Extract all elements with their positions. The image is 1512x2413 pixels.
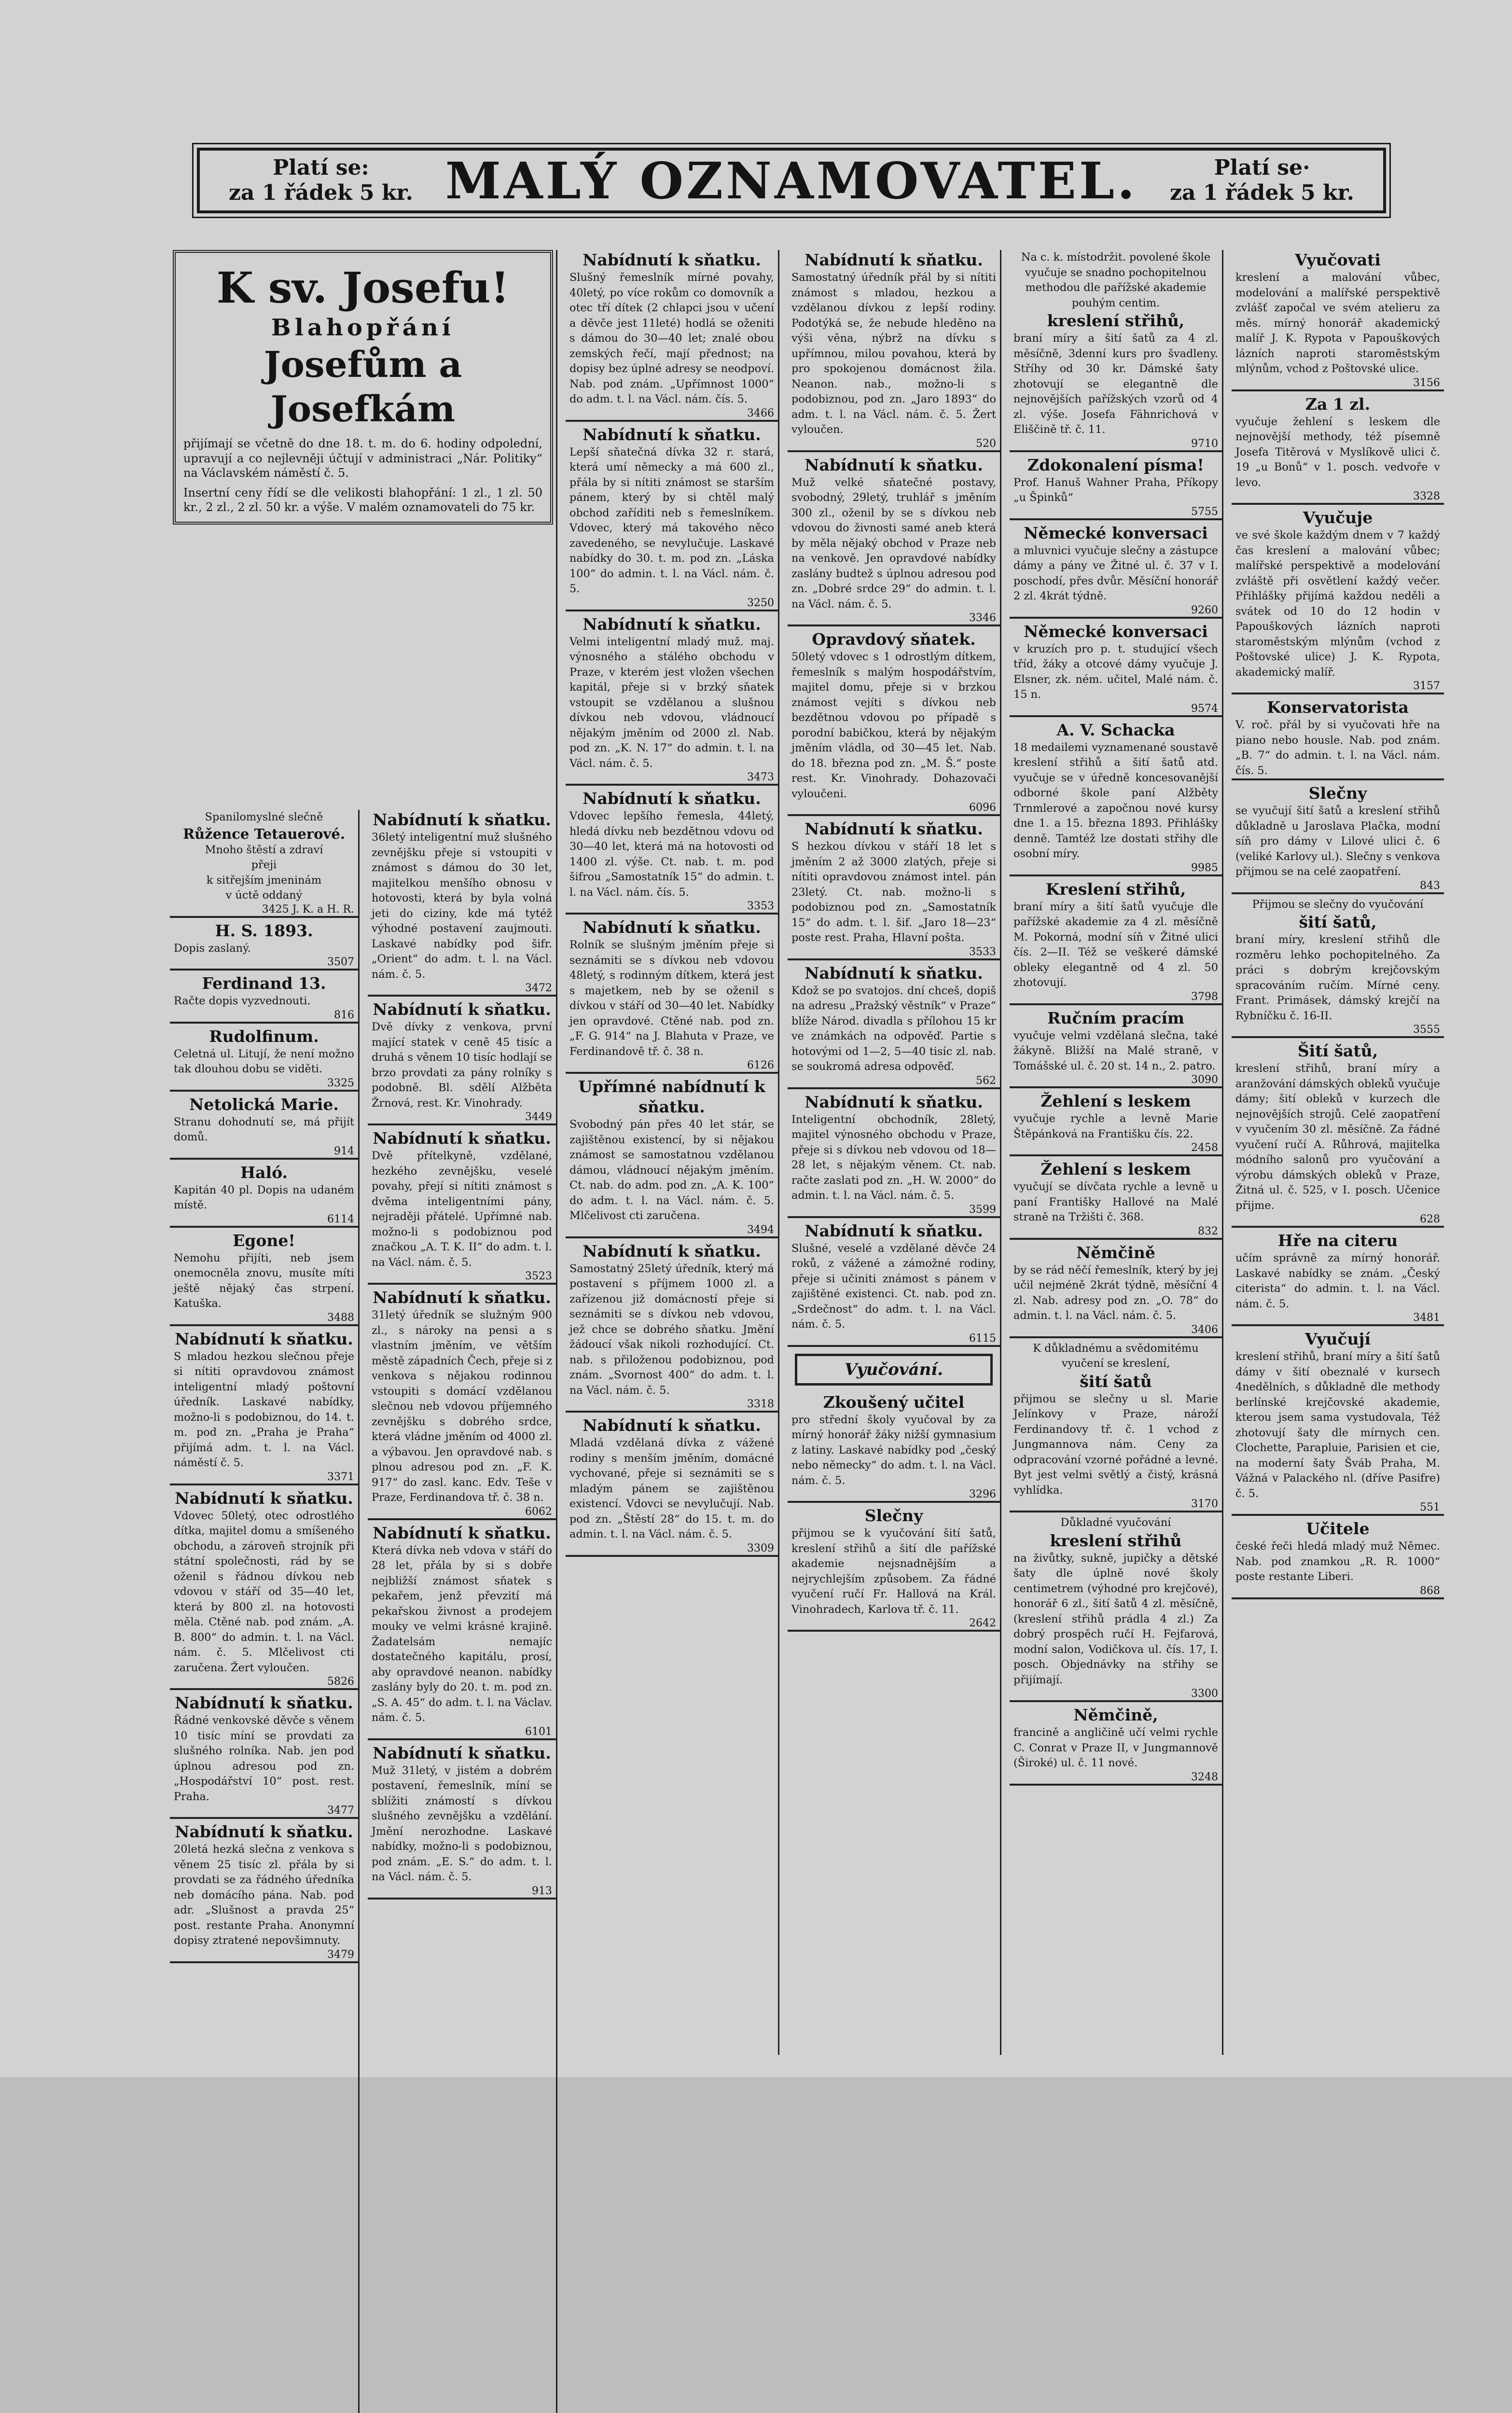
ad-heading: Kreslení střihů, xyxy=(1045,879,1186,899)
classified-ad xyxy=(1232,508,1444,694)
ad-line: v úctě oddaný xyxy=(225,889,303,901)
classified-ad xyxy=(170,973,358,1024)
ad-text: Nemohu přijíti, neb jsem onemocněla znovu, musíte míti ještě nějaký čas strpení. Katuška. xyxy=(174,1251,354,1310)
classified-ad xyxy=(170,1026,358,1092)
classified-ad xyxy=(1232,897,1444,1039)
ad-text: Lepší sňatečná dívka 32 r. stará, která umí německy a má 600 zl., přála by si nítiti známost se starším pánem, který by si chtěl malý obchod zaříditi neb s řemeslníkem. Vdovec, který má takového něco zavedeného, se nevylučuje. Laskavé nabídky do 30. t. m. pod zn. „Láska 100“ do admin. t. l. na Václ. nám. č. 5. xyxy=(569,445,774,595)
ad-number: 9260 xyxy=(1191,604,1218,616)
ad-heading: Nabídnutí k sňatku. xyxy=(373,1288,551,1307)
ad-number: 3325 xyxy=(327,1077,354,1089)
ad-line: Spanilomyslné slečně xyxy=(205,811,323,823)
ad-heading: Nabídnutí k sňatku. xyxy=(373,1523,551,1542)
feature-text: přijímají se včetně do dne 18. t. m. do 6. hodiny odpolední, upravují a co nejlevněji účtují v administraci „Nár. Politiky“ na Václavském náměstí č. 5. xyxy=(183,437,542,480)
classified-ad xyxy=(788,1392,1000,1503)
classified-ad xyxy=(368,810,556,997)
feature-subtitle: Blahopřání xyxy=(271,314,455,341)
classified-ad xyxy=(368,1523,556,1740)
ad-number: 9710 xyxy=(1191,437,1218,450)
ad-text: Samostatný úředník přál by si nítiti známost s mladou, hezkou a vzdělanou dívkou z lepší rodiny. Podotýká se, že nebude hleděno na výši věna, nýbrž na dívku s upřímnou, milou povahou, která by pro spokojenou domácnost žila. Neanon. nab., možno-li s podobiznou, pod zn. „Jaro 1893“ do adm. t. l. na Václ. nám. č. 5. Žert vyloučen. xyxy=(791,271,996,436)
ad-heading: H. S. 1893. xyxy=(215,921,313,940)
ad-text: se vyučují šití šatů a kreslení střihů důkladně u Jaroslava Plačka, modní síň pro dámy v Lilové ulici č. 6 (veliké Karlovy ul.). Slečny s venkova přijmou se na celé zaopatření. xyxy=(1235,804,1440,878)
classified-ad xyxy=(566,614,778,786)
ad-text: pro střední školy vyučoval by za mírný honorář žáky nižší gymnasium z latiny. Laskavé nabídky pod „český nebo německy“ do adm. t. l. na Václ. nám. č. 5. xyxy=(791,1413,996,1487)
ad-heading: Nabídnutí k sňatku. xyxy=(583,250,761,269)
ad-heading: Nabídnutí k sňatku. xyxy=(175,1488,353,1508)
ad-heading: Nabídnutí k sňatku. xyxy=(583,1241,761,1261)
ad-number: 3555 xyxy=(1413,1024,1440,1036)
ad-number: 3466 xyxy=(747,407,774,419)
column-4 xyxy=(788,250,1001,2055)
ad-intro: K důkladnému a svědomitému vyučení se kreslení, xyxy=(1033,1342,1199,1370)
ad-heading: Němčině xyxy=(1076,1243,1155,1262)
classified-ad xyxy=(1010,1159,1222,1240)
ad-heading: Netolická Marie. xyxy=(189,1095,339,1114)
ad-heading: Nabídnutí k sňatku. xyxy=(805,1221,983,1240)
ad-heading: Opravdový sňatek. xyxy=(812,630,976,649)
ad-text: kreslení střihů, braní míry a aranžování dámských obleků vyučuje dámy; šití obleků v kurzech dle nejnovějších strojů. Celé zaopatření v vyučením 30 zl. měsíčně. Za řádné vyučení ručí A. Růhrová, majitelka módního salonů pro vyučování a výrobu dámských obleků v Praze, Žitná ul. č. 525, v I. posch. Učenice přijme. xyxy=(1235,1062,1440,1212)
ad-intro: Důkladné vyučování xyxy=(1060,1516,1171,1529)
ad-number: 3449 xyxy=(525,1111,552,1123)
ad-heading: A. V. Schacka xyxy=(1056,720,1175,739)
ad-text: Vdovec lepšího řemesla, 44letý, hledá dívku neb bezdětnou vdovu od 30—40 let, která má na hotovosti od 1400 zl. výše. Ct. nab. t. m. pod šifrou „Samostatník 15“ do admin. t. l. na Václ. nám. čís. 5. xyxy=(569,810,774,899)
classified-ad xyxy=(170,1488,358,1691)
ad-heading: Nabídnutí k sňatku. xyxy=(175,1693,353,1712)
ad-text: Kdož se po svatojos. dní chceš, dopiš na adresu „Pražský věstník“ v Praze“ blíže Národ. divadla s přílohou 15 kr ve známkách na odpověď. Partie s hotovými od 1—2, 5—40 tisíc zl. nab. se soukromá adresa odpověď. xyxy=(791,984,996,1073)
classified-ad xyxy=(1010,455,1222,520)
classified-ad xyxy=(566,917,778,1074)
ad-number: 3318 xyxy=(747,1398,774,1410)
ad-heading: Nabídnutí k sňatku. xyxy=(583,918,761,937)
rate-right-line: Platí se· xyxy=(1214,155,1310,180)
classified-ad xyxy=(368,999,556,1125)
ad-heading: Šití šatů, xyxy=(1297,1041,1378,1060)
ad-heading: Nabídnutí k sňatku. xyxy=(373,810,551,829)
ad-number: 3248 xyxy=(1191,1771,1218,1783)
ad-text: učím správně za mírný honorář. Laskavé nabídky se znám. „Český citerista“ do admin. t. l. na Václ. nám. č. 5. xyxy=(1235,1252,1440,1310)
columns xyxy=(170,250,1440,2060)
ad-text: 18 medailemi vyznamenané soustavě kreslení střihů a šití šatů atd. vyučuje se v úředně koncesovanější odborné škole paní Alžběty Trnmlerové a započnou nové kursy dne 1. a 15. března 1893. Přihlášky denně. Tamtéž lze dostati střihy dle osobní míry. xyxy=(1013,741,1218,860)
ad-text: braní míry, kreslení střihů dle rozměru lehko pochopitelného. Za práci s dobrým krejčovským spracováním ručím. Mírné ceny. Frant. Primásek, dámský krejčí na Rybníčku č. 16-II. xyxy=(1235,933,1440,1022)
ad-heading: Nabídnutí k sňatku. xyxy=(805,250,983,269)
ad-number: 5826 xyxy=(327,1676,354,1688)
ad-text: a mluvnici vyučuje slečny a zástupce dámy a pány ve Žitné ul. č. 37 v I. poschodí, přes dvůr. Měsíční honorář 2 zl. 4krát týdně. xyxy=(1013,544,1218,602)
ad-heading: Žehlení s leskem xyxy=(1040,1160,1191,1179)
classified-ad xyxy=(1010,250,1222,452)
ad-number: 3309 xyxy=(747,1542,774,1554)
ad-text: braní míry a šití šatů vyučuje dle pařížské akademie za 4 zl. měsíčně M. Pokorná, modní síň v Žitné ulici čís. 2—II. Též se veškeré dámské obleky elegantně od 4 zl. 50 zhotovují. xyxy=(1013,900,1218,989)
ad-text: přijmou se slečny u sl. Marie Jelínkovy v Praze, nároží Ferdinandovy tř. č. 1 vchod z Jungmannova nám. Ceny za odpracování vzorné pořádné a levné. Byt jest velmi světlý a čistý, krásná vyhlídka. xyxy=(1013,1392,1218,1497)
classified-ad xyxy=(170,1329,358,1485)
classified-ad xyxy=(1010,1243,1222,1338)
feature-title: K sv. Josefu! xyxy=(216,263,510,313)
ad-number: 914 xyxy=(334,1145,354,1157)
ad-number: 868 xyxy=(1420,1584,1440,1597)
rate-left xyxy=(229,155,413,206)
ad-number: 2642 xyxy=(969,1617,996,1629)
classified-ad xyxy=(788,629,1000,816)
classified-ad xyxy=(170,1095,358,1160)
ad-heading: Němčině, xyxy=(1073,1706,1158,1724)
ad-heading: Nabídnutí k sňatku. xyxy=(805,1092,983,1111)
classified-ad xyxy=(368,1288,556,1520)
ad-heading: Upřímné nabídnutí k sňatku. xyxy=(578,1077,765,1116)
ad-text: vyučují se dívčata rychle a levně u paní Františky Hallové na Malé straně na Tržišti č. 368. xyxy=(1013,1180,1218,1223)
ad-heading: Hře na citeru xyxy=(1277,1231,1398,1250)
ad-number: 3346 xyxy=(969,612,996,624)
ad-number: 6101 xyxy=(525,1725,552,1738)
column-2 xyxy=(368,810,557,2413)
classified-ad xyxy=(1232,1231,1444,1326)
ad-heading: šití šatů, xyxy=(1299,913,1377,931)
ad-text: Mladá vzdělaná dívka z vážené rodiny s menším jměním, domácné vychované, přeje si seznámiti se s mladým pánem se zajištěnou existencí. Vdovci se nevylučují. Nab. pod zn. „Štěstí 28“ do 15. t. m. do admin. t. l. na Václ. nám. č. 5. xyxy=(569,1437,774,1540)
ad-heading: Nabídnutí k sňatku. xyxy=(373,1129,551,1148)
classified-ad xyxy=(1010,1515,1222,1702)
feature-note: Insertní ceny řídí se dle velikosti blahopřání: 1 zl., 1 zl. 50 kr., 2 zl., 2 zl. 50 kr. a výše. V malém oznamovateli do 75 kr. xyxy=(183,485,542,514)
ad-text: Muž 31letý, v jistém a dobrém postavení, řemeslník, míní se sblížiti známostí s dívkou slušného zevnějšku a vzdělání. Jmění nerozhodne. Laskavé nabídky, možno-li s podobiznou, pod znám. „E. S.“ do adm. t. l. na Václ. nám. č. 5. xyxy=(372,1764,552,1883)
column-6 xyxy=(1232,250,1444,2055)
ad-heading: Nabídnutí k sňatku. xyxy=(583,1416,761,1435)
column-1 xyxy=(170,810,360,2413)
ad-heading: kreslení střihů, xyxy=(1047,311,1185,330)
ad-text: S mladou hezkou slečnou přeje si nítiti opravdovou známost inteligentní mladý poštovní úředník. Laskavé nabídky, možno-li s podobiznou, do 14. t. m. pod zn. „Praha je Praha“ přijímá adm. t. l. na Václ. náměstí č. 5. xyxy=(174,1350,354,1469)
ad-text: Řádné venkovské děvče s věnem 10 tisíc míní se provdati za slušného rolníka. Nab. jen pod úplnou adresou pod zn. „Hospodářství 10“ post. rest. Praha. xyxy=(174,1714,354,1803)
classified-ad xyxy=(170,921,358,971)
ad-number: 3250 xyxy=(747,596,774,609)
ad-text: francině a angličině učí velmi rychle C. Conrat v Praze II, v Jungmannově (Široké) ul. č. 11 nové. xyxy=(1013,1726,1218,1769)
ad-heading: Nabídnutí k sňatku. xyxy=(175,1822,353,1841)
ad-number: 3798 xyxy=(1191,990,1218,1003)
ad-line: k sitřejším jmeninám xyxy=(206,874,322,887)
classified-ad xyxy=(170,1163,358,1228)
section-tag: Vyučování. xyxy=(795,1354,993,1386)
ad-number: 3296 xyxy=(969,1488,996,1500)
classified-ad xyxy=(1010,1091,1222,1156)
ad-text: vyučuje žehlení s leskem dle nejnovější methody, též písemně Josefa Titěrová v Myslíkově ulici č. 19 „u Bonů“ v 1. posch. vedvoře v levo. xyxy=(1235,415,1440,489)
ad-number: 3533 xyxy=(969,945,996,958)
classified-ad xyxy=(1232,783,1444,894)
ad-heading: Vyučují xyxy=(1305,1330,1371,1348)
ad-number: 3156 xyxy=(1413,376,1440,389)
page-frame xyxy=(145,129,1440,2058)
classified-ad xyxy=(368,1128,556,1285)
ad-heading: Německé konversaci xyxy=(1024,622,1208,641)
page-title: MALÝ OZNAMOVATEL. xyxy=(445,151,1138,210)
ad-number: 3425 J. K. a H. R. xyxy=(262,903,354,915)
ad-text: 20letá hezká slečna z venkova s věnem 25 tisíc zl. přála by si provdati se za řádného úředníka neb domácího pána. Nab. pod adr. „Slušnost a pravda 25“ post. restante Praha. Anonymní dopisy ztratené nepovšimnuty. xyxy=(174,1843,354,1947)
ad-text: přijmou se k vyučování šití šatů, kreslení střihů a šití dle pařížské akademie nejsnadnějším a nejrychlejším způsobem. Za řádné vyučení ručí Fr. Hallová na Král. Vinohradech, Karlova tř. č. 11. xyxy=(791,1527,996,1616)
classified-ad xyxy=(788,455,1000,627)
ad-text: Slušné, veselé a vzdělané děvče 24 roků, z vážené a zámožné rodiny, přeje si učiniti známost s pánem v zajištěné existenci. Ct. nab. pod zn. „Srdečnost“ do adm. t. l. na Václ. nám. č. 5. xyxy=(791,1242,996,1331)
ad-text: V. roč. přál by si vyučovati hře na piano nebo housle. Nab. pod znám. „B. 7“ do admin. t. l. na Václ. nám. čís. 5. xyxy=(1235,719,1440,777)
classified-ad xyxy=(1010,879,1222,1005)
ad-number: 3300 xyxy=(1191,1688,1218,1700)
ad-text: v kruzích pro p. t. studující všech tříd, žáky a otcové dámy vyučuje J. Elsner, zk. ném. učitel, Malé nám. č. 15 n. xyxy=(1013,642,1218,701)
classified-ad xyxy=(1232,1041,1444,1228)
ad-text: 31letý úředník se služným 900 zl., s nároky na pensi a s vlastním jměním, ve větším městě západních Čech, přeje si z venkova s nějakou rodinnou vstoupiti s domácí vzdělanou slečnou neb vdovou příjemného zevnějšku s dobrého srdce, která vládne jměním od 4000 zl. a výbavou. Jen opravdové nab. s plnou adresou pod zn. „F. K. 917“ do zasl. kanc. Edv. Teše v Praze, Ferdinandova tř. č. 38 n. xyxy=(372,1309,552,1504)
rate-left-line: za 1 řádek 5 kr. xyxy=(229,180,413,205)
ad-text: Dvě přítelkyně, vzdělané, hezkého zevnějšku, veselé povahy, přejí si nítiti známost s dvěma inteligentními pány, nejraději přátelé. Upřímné nab. možno-li s podobiznou pod značkou „A. T. K. II“ do adm. t. l. na Václ. nám. č. 5. xyxy=(372,1150,552,1269)
classified-ad xyxy=(566,1415,778,1557)
ad-number: 520 xyxy=(976,437,996,450)
ad-number: 6126 xyxy=(747,1059,774,1071)
ad-number: 3494 xyxy=(747,1223,774,1236)
ad-number: 9985 xyxy=(1191,861,1218,874)
classified-ad xyxy=(566,1077,778,1238)
classified-ad xyxy=(1010,523,1222,619)
ad-heading: Učitele xyxy=(1306,1519,1370,1538)
ad-text: braní míry a šití šatů za 4 zl. měsíčně, 3denní kurs pro švadleny. Stříhy od 30 kr. Dámské šaty zhotovují se elegantně dle nejnovějších pařížských vzorů od 4 zl. výše. Josefa Fähnrichová v Eliščině tř. č. 11. xyxy=(1013,332,1218,436)
ad-heading: Nabídnutí k sňatku. xyxy=(805,455,983,474)
ad-text: Samostatný 25letý úředník, který má postavení s příjmem 1000 zl. a zařízenou již domácností přeje si seznámiti se s dívkou neb vdovou, jež chce se dobrého sňatku. Jmění žádoucí však nikoli rozhodující. Ct. nab. s přiloženou podobiznou, pod znám. „Svornost 400“ do adm. t. l. na Václ. nám. č. 5. xyxy=(569,1262,774,1397)
ad-heading: šití šatů xyxy=(1080,1372,1152,1391)
ad-heading: Nabídnutí k sňatku. xyxy=(175,1329,353,1348)
ad-heading: Nabídnutí k sňatku. xyxy=(373,1000,551,1019)
ad-heading: Za 1 zl. xyxy=(1305,394,1371,414)
ad-heading: Haló. xyxy=(240,1163,288,1182)
ad-text: Kapitán 40 pl. Dopis na udaném místě. xyxy=(174,1183,354,1211)
ad-text: Celetná ul. Litují, že není možno tak dlouhou dobu se viděti. xyxy=(174,1047,354,1075)
ad-number: 3523 xyxy=(525,1270,552,1282)
ad-number: 3328 xyxy=(1413,490,1440,502)
classified-ad xyxy=(1010,1008,1222,1089)
page-header xyxy=(197,148,1386,213)
classified-ad xyxy=(788,250,1000,452)
ad-number: 3479 xyxy=(327,1948,354,1961)
ad-heading: Nabídnutí k sňatku. xyxy=(583,614,761,634)
ad-text: vyučuje rychle a levně Marie Štěpánková na Františku čís. 22. xyxy=(1013,1112,1218,1140)
ad-heading: kreslení střihů xyxy=(1050,1531,1182,1550)
classified-ad xyxy=(368,1743,556,1900)
ad-heading: Konservatorista xyxy=(1267,698,1409,717)
ad-text: 36letý inteligentní muž slušného zevnějšku přeje si vstoupiti v známost s dámou do 30 let, majitelkou menšího obnosu v hotovosti, která by byla volná jeti do ciziny, kde má tytéž výhodné postavení zaujmouti. Laskavé nabídky pod šifr. „Orient“ do adm. t. l. na Václ. nám. č. 5. xyxy=(372,831,552,981)
classified-ad xyxy=(1232,1519,1444,1599)
ad-number: 6096 xyxy=(969,802,996,814)
ad-heading: Egone! xyxy=(233,1231,295,1250)
classified-ad xyxy=(1232,697,1444,780)
ad-number: 3090 xyxy=(1191,1074,1218,1086)
ad-text: Muž velké sňatečné postavy, svobodný, 29letý, truhlář s jměním 300 zl., oženil by se s dívkou neb vdovou do živnosti samé aneb která by měla nějaký obchod v Praze neb na venkově. Jen opravdové nabídky zaslány budtež s úplnou adresou pod zn. „Dobré srdce 29“ do admin. t. l. na Václ. nám. č. 5. xyxy=(791,476,996,610)
ad-heading: Slečny xyxy=(1308,784,1367,803)
ad-text: Svobodný pán přes 40 let stár, se zajištěnou existencí, by si nějakou známost se samostatnou vzdělanou dámou, vládnoucí nějakým jměním. Ct. nab. do adm. pod zn. „A. K. 100“ do adm. t. l. na Václ. nám. č. 5. Mlčelivost cti zaručena. xyxy=(569,1118,774,1222)
classified-ad xyxy=(788,1506,1000,1632)
classified-ad xyxy=(788,819,1000,960)
ad-text: Dvě dívky z venkova, první mající statek v ceně 45 tisíc a druhá s věnem 10 tisíc hodlají se brzo provdati za pány rolníky s podobně. Bl. sdělí Alžběta Žrnová, rest. Kr. Vinohrady. xyxy=(372,1021,552,1109)
rate-right xyxy=(1170,155,1354,206)
classified-ad xyxy=(1010,622,1222,717)
classified-ad xyxy=(170,810,358,918)
classified-ad xyxy=(788,1092,1000,1218)
ad-number: 6114 xyxy=(327,1213,354,1225)
ad-text: ve své škole každým dnem v 7 každý čas kreslení a malování vůbec; malířské perspektivě a modelování zvláště při osvětlení každý večer. Přihlášky přijímá každou neděli a svátek od 10 do 12 hodin v Papouškových lázních naproti staroměstským mlýnům (vchod z Poštovské ulice) J. K. Rypota, akademický malíř. xyxy=(1235,529,1440,679)
ad-heading: Zdokonalení písma! xyxy=(1027,455,1204,474)
ad-number: 6062 xyxy=(525,1505,552,1518)
ad-heading: Vyučuje xyxy=(1303,508,1373,527)
ad-number: 3157 xyxy=(1413,680,1440,692)
classified-ad xyxy=(1010,720,1222,876)
ad-text: Prof. Hanuš Wahner Praha, Příkopy „u Špinků“ xyxy=(1013,476,1218,504)
ad-text: kreslení střihů, braní míry a šití šatů dámy v šití obeznalé v kursech 4nedělních, s důkladně dle methody berlínské krejčovské akademie, kterou jsem sama vystudovala, Též zhotovují šaty dle mírnych cen. Clochette, Parapluie, Parisien et cie, na moderní šaty Šváb Praha, M. Vážná v Palackého nl. (dříve Pasifre) č. 5. xyxy=(1235,1350,1440,1500)
column-3 xyxy=(566,250,779,2055)
ad-line: Mnoho štěstí a zdraví xyxy=(205,843,323,856)
josef-box xyxy=(173,250,553,525)
ad-text: S hezkou dívkou v stáří 18 let s jměním 2 až 3000 zlatých, přeje si nítiti opravdovou známost intel. pán 23letý. Ct. nab. možno-li s podobiznou pod zn. „Samostatník 15“ do adm. t. l. šif. „Jaro 18—23“ poste rest. Praha, Hlavní pošta. xyxy=(791,840,996,944)
ad-heading: Nabídnutí k sňatku. xyxy=(583,425,761,444)
ad-heading: Vyučovati xyxy=(1295,250,1381,269)
rate-left-line: Platí se: xyxy=(273,155,369,180)
ad-text: Rolník se slušným jměním přeje si seznámiti se s dívkou neb vdovou 48letý, s rodinným dítkem, která jest s majetkem, neb by se oženil s dívkou v stáří od 30—40 let. Nabídky jen opravdové. Ctěné nab. pod zn. „F. G. 914“ na J. Blahuta v Praze, ve Ferdinandově tř. č. 38 n. xyxy=(569,939,774,1058)
ad-text: Vdovec 50letý, otec odrostlého dítka, majitel domu a smíšeného obchodu, a zároveň strojník při státní společnosti, rád by se oženil s řádnou dívkou neb vdovou v stáří od 35—40 let, která by 800 zl. na hotovosti měla. Ctěné nab. pod znám. „A. B. 800“ do admin. t. l. na Václ. nám. č. 5. Mlčelivost cti zaručena. Žert vyloučen. xyxy=(174,1509,354,1674)
classified-ad xyxy=(1232,250,1444,391)
ad-heading: Zkoušený učitel xyxy=(823,1392,965,1412)
ad-heading: Žehlení s leskem xyxy=(1040,1092,1191,1110)
ad-text: kreslení a malování vůbec, modelování a malířské perspektivě zvlášť započal ve svém atelieru za měs. mírný honorář akademický malíř J. K. Rypota v Papouškových lázních naproti staroměstským mlýnům, vchod z Poštovské ulice. xyxy=(1235,271,1440,375)
ad-number: 6115 xyxy=(969,1332,996,1345)
ad-number: 551 xyxy=(1420,1501,1440,1513)
classified-ad xyxy=(1232,394,1444,505)
ad-number: 3472 xyxy=(525,982,552,994)
ad-number: 3170 xyxy=(1191,1498,1218,1510)
feature-heading: Josefům a Josefkám xyxy=(264,344,462,430)
ad-heading: Nabídnutí k sňatku. xyxy=(373,1743,551,1762)
ad-number: 3477 xyxy=(327,1804,354,1817)
ad-number: 3406 xyxy=(1191,1323,1218,1336)
classified-ad xyxy=(170,1693,358,1819)
classified-ad xyxy=(566,1241,778,1413)
ad-text: by se rád něčí řemeslník, který by jej učil nejméně 2krát týdně, měsíční 4 zl. Nab. adresy pod zn. „O. 78“ do admin. t. l. na Václ. nám. č. 5. xyxy=(1013,1263,1218,1322)
ad-number: 3507 xyxy=(327,956,354,968)
ad-number: 913 xyxy=(532,1885,552,1897)
classified-ad xyxy=(170,1822,358,1963)
classified-ad xyxy=(566,425,778,611)
classified-ad xyxy=(566,250,778,422)
ad-number: 3488 xyxy=(327,1311,354,1324)
ad-heading: Rudolfinum. xyxy=(209,1026,319,1046)
ad-heading: Slečny xyxy=(864,1506,923,1525)
classified-ad xyxy=(1010,1705,1222,1786)
classified-ad xyxy=(170,1231,358,1326)
ad-text: Inteligentní obchodník, 28letý, majitel výnosného obchodu v Praze, přeje si s dívkou neb vdovou od 18—28 let, s nějakým věnem. Ct. nab. račte zaslati pod zn. „H. W. 2000“ do admin. t. l. na Václ. nám. č. 5. xyxy=(791,1113,996,1202)
ad-text: Která dívka neb vdova v stáří do 28 let, přála by si s dobře nejbližší známost sňatek s pekařem, jenž převzití má pekařskou živnost a prodejem mouky ve velmi krásné krajině. Žadatelsám nemajíc dostatečného kapitálu, prosí, aby opravdové neanon. nabídky zaslány byly do 20. t. m. pod zn. „S. A. 45“ do adm. t. l. na Václav. nám. č. 5. xyxy=(372,1544,552,1724)
rate-right-line: za 1 řádek 5 kr. xyxy=(1170,180,1354,205)
ad-number: 3481 xyxy=(1413,1312,1440,1324)
ad-line: Růžence Tetauerové. xyxy=(183,825,345,842)
ad-number: 3473 xyxy=(747,771,774,783)
ad-number: 3353 xyxy=(747,900,774,912)
classified-ad xyxy=(566,789,778,915)
ad-number: 832 xyxy=(1198,1225,1218,1237)
ad-heading: Nabídnutí k sňatku. xyxy=(805,963,983,983)
ad-text: 50letý vdovec s 1 odrostlým dítkem, řemeslník s malým hospodářstvím, majitel domu, přeje si v brzkou známost vejíti s dívkou neb bezdětnou vdovou po případě s porodní babičkou, která by nějakým jměním vládla, od 30—45 let. Nab. do 18. března pod zn. „M. Š.“ poste rest. Kr. Vinohrady. Dohazovači vyloučeni. xyxy=(791,651,996,800)
ad-text: české řeči hledá mladý muž Němec. Nab. pod znamkou „R. R. 1000“ poste restante Liberi. xyxy=(1235,1540,1440,1583)
ad-text: Stranu dohodnutí se, má přijít domů. xyxy=(174,1115,354,1143)
ad-number: 5755 xyxy=(1191,505,1218,518)
ad-text: na živůtky, sukně, jupičky a dětské šaty dle úplně nové školy centimetrem (výhodné pro krejčové), honorář 6 zl., šití šatů 4 zl. měsíčně, (kreslení střihů prádla 4 zl.) Za dobrý prospěch ručí H. Fejfarová, modní salon, Vodičkova ul. čís. 17, I. posch. Objednávky na střihy se přijímají. xyxy=(1013,1552,1218,1686)
ad-number: 628 xyxy=(1420,1213,1440,1225)
ad-intro: Na c. k. místodržit. povolené škole vyučuje se snadno pochopitelnou methodou dle pařížské akademie pouhým centim. xyxy=(1021,251,1211,309)
column-5 xyxy=(1010,250,1223,2055)
ad-number: 9574 xyxy=(1191,702,1218,715)
ad-number: 843 xyxy=(1420,879,1440,892)
ad-number: 562 xyxy=(976,1074,996,1087)
ad-heading: Nabídnutí k sňatku. xyxy=(583,789,761,808)
ad-number: 3371 xyxy=(327,1470,354,1483)
ad-heading: Ručním pracím xyxy=(1047,1008,1184,1027)
ad-number: 2458 xyxy=(1191,1142,1218,1154)
ad-text: vyučuje velmi vzdělaná slečna, také žákyně. Bližší na Malé straně, v Tomášské ul. č. 20 st. 14 n., 2. patro. xyxy=(1013,1029,1218,1072)
classified-ad xyxy=(788,963,1000,1089)
classified-ad xyxy=(1010,1341,1222,1513)
ad-number: 816 xyxy=(334,1009,354,1021)
ad-text: Slušný řemeslník mírné povahy, 40letý, po více rokům co domovník a otec tří dítek (2 chlapci jsou v učení a děvče jest 11leté) hodlá se oženiti s dámou do 30—40 let; znalé obou zemských řečí, mají přednost; na dopisy bez úplné adresy se neodpoví. Nab. pod znám. „Upřímnost 1000“ do adm. t. l. na Václ. nám. čís. 5. xyxy=(569,271,774,405)
ad-line: přeji xyxy=(251,859,277,871)
ad-text: Dopis zaslaný. xyxy=(174,942,251,955)
ad-heading: Nabídnutí k sňatku. xyxy=(805,819,983,838)
ad-heading: Ferdinand 13. xyxy=(202,974,326,993)
ad-heading: Německé konversaci xyxy=(1024,523,1208,542)
classified-ad xyxy=(788,1221,1000,1347)
ad-text: Račte dopis vyzvednouti. xyxy=(174,995,311,1007)
ad-text: Velmi inteligentní mladý muž. maj. výnosného a stálého obchodu v Praze, v kterém jest vložen všechen kapitál, přeje si v brzký sňatek vstoupit se vzdělanou a slušnou dívkou neb vdovou, vládnoucí nějakým jměním od 2000 zl. Nab. pod zn. „K. N. 17“ do admin. t. l. na Václ. nám. č. 5. xyxy=(569,635,774,770)
ad-number: 3599 xyxy=(969,1203,996,1216)
ad-intro: Přijmou se slečny do vyučování xyxy=(1252,898,1424,911)
classified-ad xyxy=(1232,1329,1444,1516)
